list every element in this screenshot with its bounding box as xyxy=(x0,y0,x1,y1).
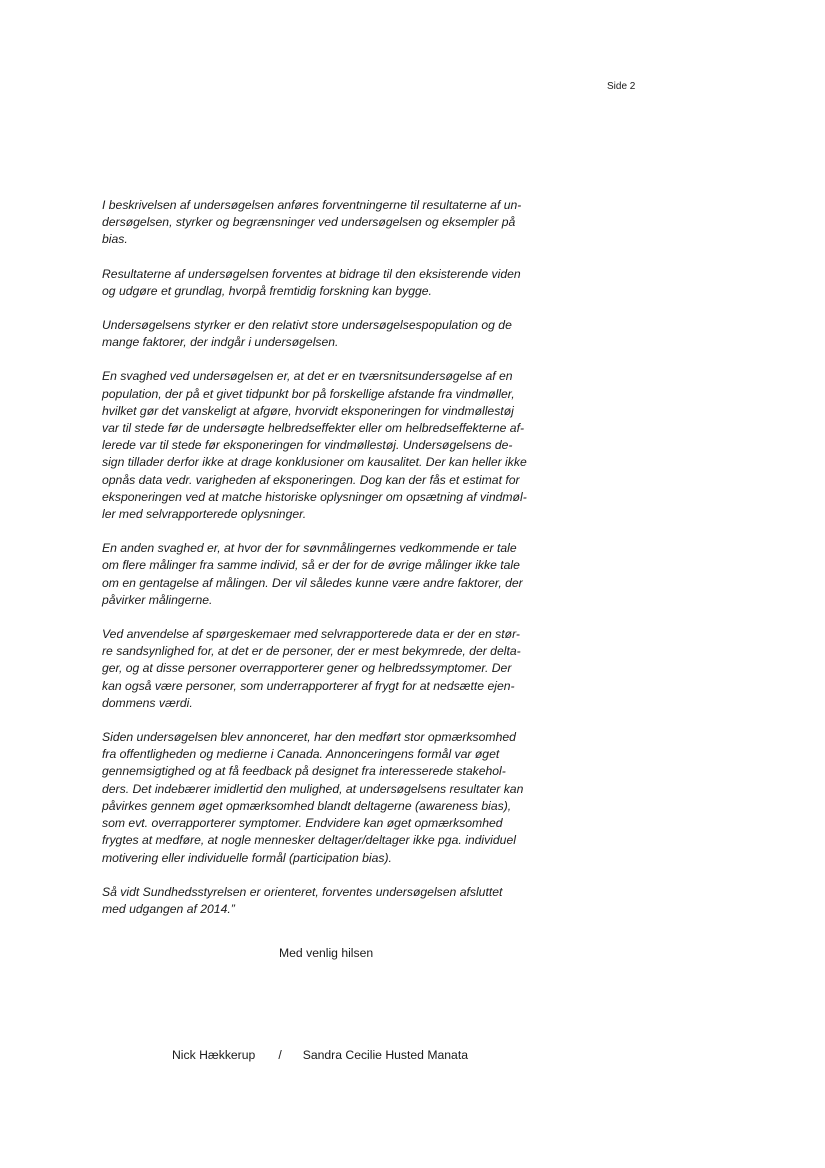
text-line: En anden svaghed er, at hvor der for søvnmålingernes vedkommende er tale xyxy=(102,541,517,556)
paragraph-description xyxy=(102,197,562,249)
text-line: og udgøre et grundlag, hvorpå fremtidig forskning kan bygge. xyxy=(102,283,432,298)
text-line: I beskrivelsen af undersøgelsen anføres forventningerne til resultaterne af un- xyxy=(102,198,522,212)
text-line: mange faktorer, der indgår i undersøgelsen. xyxy=(102,335,339,350)
text-line: påvirker målingerne. xyxy=(102,592,213,607)
text-line: lerede var til stede før eksponeringen for vindmøllestøj. Undersøgelsens de- xyxy=(102,438,513,453)
text-line: om flere målinger fra samme individ, så er der for de øvrige målinger ikke tale xyxy=(102,558,520,573)
signature-line xyxy=(172,1048,468,1062)
text-line: frygtes at medføre, at nogle mennesker deltager/deltager ikke pga. individuel xyxy=(102,833,516,848)
text-line: re sandsynlighed for, at det er de personer, der er mest bekymrede, der delta- xyxy=(102,644,521,659)
text-line: Siden undersøgelsen blev annonceret, har den medført stor opmærksomhed xyxy=(102,730,516,745)
text-line: som evt. overrapporterer symptomer. Endvidere kan øget opmærksomhed xyxy=(102,816,503,831)
paragraph-weakness-measurements xyxy=(102,540,562,609)
text-line: eksponeringen ved at matche historiske oplysninger om opsætning af vindmøl- xyxy=(102,489,527,504)
text-line: ler med selvrapporterede oplysninger. xyxy=(102,507,307,522)
text-line: påvirkes gennem øget opmærksomhed blandt deltagerne (awareness bias), xyxy=(102,798,512,813)
text-line: Så vidt Sundhedsstyrelsen er orienteret, forventes undersøgelsen afsluttet xyxy=(102,884,503,899)
text-line: opnås data vedr. varigheden af eksponeringen. Dog kan der fås et estimat for xyxy=(102,472,520,487)
text-line: Resultaterne af undersøgelsen forventes at bidrage til den eksisterende viden xyxy=(102,266,521,281)
letter-body xyxy=(102,197,562,935)
signatory-second: Sandra Cecilie Husted Manata xyxy=(302,1048,469,1062)
closing-greeting: Med venlig hilsen xyxy=(279,946,374,960)
signature-separator: / xyxy=(278,1048,282,1062)
paragraph-expected-results xyxy=(102,266,562,300)
paragraph-completion xyxy=(102,884,562,918)
paragraph-awareness-bias xyxy=(102,729,562,867)
paragraph-strengths xyxy=(102,317,562,351)
text-line: ders. Det indebærer imidlertid den mulighed, at undersøgelsens resultater kan xyxy=(102,781,524,796)
text-line: population, der på et givet tidpunkt bor på forskellige afstande fra vindmøller, xyxy=(102,386,515,401)
page-number: Side 2 xyxy=(607,81,636,92)
text-line: Undersøgelsens styrker er den relativt store undersøgelsespopulation og de xyxy=(102,318,512,333)
text-line: bias. xyxy=(102,232,128,247)
text-line: ger, og at disse personer overrapporterer gener og helbredssymptomer. Der xyxy=(102,661,512,676)
text-line: motivering eller individuelle formål (participation bias). xyxy=(102,850,392,865)
text-line: dommens værdi. xyxy=(102,695,193,710)
paragraph-weakness-cross-sectional xyxy=(102,368,562,523)
text-line: kan også være personer, som underrapporterer af frygt for at nedsætte ejen- xyxy=(102,678,515,693)
text-line: gennemsigtighed og at få feedback på designet fra interesserede stakehol- xyxy=(102,764,506,779)
text-line: Ved anvendelse af spørgeskemaer med selvrapporterede data er der en stør- xyxy=(102,627,520,642)
text-line: En svaghed ved undersøgelsen er, at det er en tværsnitsundersøgelse af en xyxy=(102,369,513,384)
paragraph-questionnaires xyxy=(102,626,562,712)
text-line: hvilket gør det vanskeligt at afgøre, hvorvidt eksponeringen for vindmøllestøj xyxy=(102,403,514,418)
signatory-first: Nick Hækkerup xyxy=(172,1048,256,1062)
text-line: om en gentagelse af målingen. Der vil således kunne være andre faktorer, der xyxy=(102,575,523,590)
text-line: med udgangen af 2014.” xyxy=(102,901,235,916)
text-line: fra offentligheden og medierne i Canada. Annonceringens formål var øget xyxy=(102,747,500,762)
text-line: dersøgelsen, styrker og begrænsninger ved undersøgelsen og eksempler på xyxy=(102,215,516,230)
text-line: sign tillader derfor ikke at drage konklusioner om kausalitet. Der kan heller ikke xyxy=(102,455,527,470)
text-line: var til stede før de undersøgte helbredseffekter eller om helbredseffekterne af- xyxy=(102,421,525,436)
